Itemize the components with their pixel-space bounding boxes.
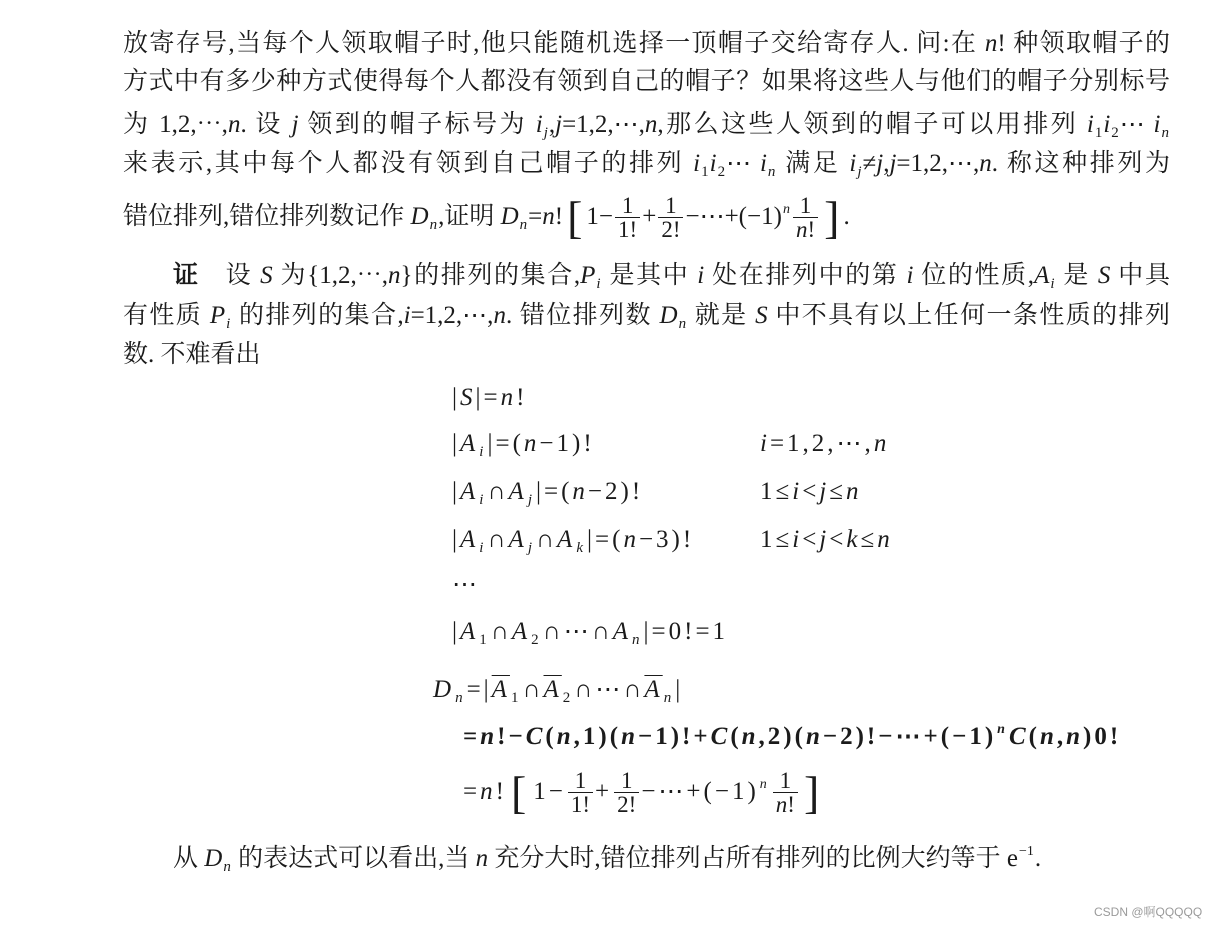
subscript: n bbox=[429, 217, 438, 233]
subscript: i bbox=[479, 492, 487, 508]
text-run: 位的性质, bbox=[913, 262, 1035, 289]
math-variable: A bbox=[511, 618, 531, 645]
subscript: i bbox=[479, 540, 487, 556]
math-variable: i bbox=[1086, 111, 1094, 138]
equation-row-4 bbox=[452, 522, 694, 558]
text-run: }的排列的集合, bbox=[400, 262, 581, 289]
text-run: < bbox=[802, 478, 820, 505]
equation-condition-3 bbox=[760, 474, 861, 510]
subscript: n bbox=[519, 217, 528, 233]
text-run: 1 bbox=[621, 193, 634, 219]
proof-line-1 bbox=[173, 258, 1170, 294]
text-run: ≤ bbox=[860, 526, 878, 553]
text-run: |=( bbox=[487, 430, 524, 457]
text-run: ⋯ bbox=[452, 571, 480, 598]
math-variable: C bbox=[1008, 723, 1029, 750]
equation-row-3 bbox=[452, 474, 643, 510]
text-run: ,那么这些人领到的帽子可以用排列 bbox=[657, 111, 1087, 138]
text-run: 1≤ bbox=[760, 526, 793, 553]
math-variable: D bbox=[204, 845, 223, 872]
text-run: ! bbox=[554, 203, 564, 230]
math-variable: n bbox=[542, 203, 555, 230]
math-variable: A bbox=[612, 618, 632, 645]
math-variable: j bbox=[876, 150, 884, 177]
math-variable: n bbox=[845, 478, 862, 505]
math-variable: S bbox=[260, 262, 273, 289]
fraction-denominator bbox=[773, 792, 798, 816]
overlined-variable: $\overline{A}$ bbox=[543, 676, 562, 703]
text-run: ,1)( bbox=[573, 723, 622, 750]
text-run: −⋯+(−1) bbox=[685, 203, 782, 230]
text-run: 的表达式可以看出,当 bbox=[231, 845, 476, 872]
text-run: 中不具有以上任何一条性质的排列 bbox=[767, 302, 1170, 329]
text-run: 1 bbox=[574, 768, 587, 794]
proof-line-2 bbox=[123, 298, 1170, 334]
subscript: n bbox=[767, 164, 776, 180]
text-run: ( bbox=[730, 723, 742, 750]
text-run: |=( bbox=[535, 478, 573, 505]
math-variable: n bbox=[556, 723, 574, 750]
subscript: i bbox=[1050, 276, 1055, 292]
text-run: 1− bbox=[586, 203, 614, 230]
math-variable: n bbox=[1039, 723, 1057, 750]
math-variable: j bbox=[889, 150, 897, 177]
text-run: !− bbox=[497, 723, 526, 750]
text-run: 充分大时,错位排列占所有排列的比例大约等于 e bbox=[488, 845, 1018, 872]
math-variable: i bbox=[697, 262, 705, 289]
text-run: 方式中有多少种方式使得每个人都没有领到自己的帽子？如果将这些人与他们的帽子分别标号 bbox=[123, 68, 1170, 95]
derivation-line-1 bbox=[433, 672, 683, 708]
math-variable: i bbox=[535, 111, 543, 138]
text-run: ( bbox=[1028, 723, 1040, 750]
text-run: ∩ bbox=[490, 618, 512, 645]
math-variable: j bbox=[555, 111, 563, 138]
text-run: −1)! bbox=[539, 430, 595, 457]
text-run: ⋯ bbox=[1119, 111, 1154, 138]
math-variable: C bbox=[710, 723, 731, 750]
text-run: =1,2,⋯, bbox=[769, 430, 874, 457]
text-run: ⋯ bbox=[726, 150, 760, 177]
problem-line-4 bbox=[123, 146, 1170, 182]
text-run: ( bbox=[545, 723, 557, 750]
text-run: , bbox=[548, 111, 556, 138]
subscript: 1 bbox=[479, 632, 490, 648]
text-run: 2! bbox=[617, 792, 637, 818]
text-run: 1 bbox=[779, 768, 792, 794]
subscript: 2 bbox=[1111, 125, 1119, 141]
subscript: j bbox=[543, 125, 548, 141]
fraction-numerator bbox=[568, 770, 593, 792]
subscript: 2 bbox=[562, 690, 574, 706]
math-variable: n bbox=[387, 262, 401, 289]
subscript: k bbox=[576, 540, 586, 556]
math-variable: n bbox=[644, 111, 658, 138]
text-run: + bbox=[595, 778, 613, 805]
math-variable: k bbox=[846, 526, 861, 553]
fraction bbox=[773, 770, 798, 816]
text-run: 1! bbox=[618, 217, 638, 243]
fraction-denominator bbox=[793, 217, 818, 241]
fraction bbox=[615, 195, 640, 241]
text-run: < bbox=[802, 526, 820, 553]
text-run: 2! bbox=[661, 217, 681, 243]
math-variable: n bbox=[480, 778, 496, 805]
math-variable: n bbox=[493, 302, 506, 329]
math-variable: n bbox=[984, 30, 998, 57]
text-run: = bbox=[463, 723, 481, 750]
math-variable: i bbox=[693, 150, 701, 177]
text-run: 1 bbox=[620, 768, 633, 794]
subscript: 2 bbox=[717, 164, 726, 180]
text-run: −1)!+ bbox=[637, 723, 711, 750]
overlined-variable: $\overline{A}$ bbox=[491, 676, 510, 703]
text-run: −3)! bbox=[638, 526, 695, 553]
text-run: =1,2,⋯, bbox=[896, 150, 980, 177]
proof-label: 证 bbox=[173, 262, 200, 289]
text-run: | bbox=[452, 384, 461, 411]
text-run: ! 种领取帽子的 bbox=[997, 30, 1171, 57]
math-variable: n bbox=[795, 217, 808, 243]
math-variable: A bbox=[508, 526, 527, 553]
fraction-numerator bbox=[793, 195, 818, 217]
math-variable: n bbox=[979, 150, 992, 177]
math-variable: n bbox=[623, 526, 639, 553]
text-run: ≠ bbox=[862, 150, 877, 177]
math-variable: n bbox=[805, 723, 823, 750]
math-variable: n bbox=[877, 526, 893, 553]
text-run: ,2)( bbox=[758, 723, 806, 750]
equation-row-1 bbox=[452, 380, 527, 416]
superscript: n bbox=[997, 722, 1008, 737]
math-variable: S bbox=[755, 302, 768, 329]
conclusion-line bbox=[173, 841, 1041, 877]
overlined-variable: $\overline{A}$ bbox=[644, 676, 663, 703]
subscript: j bbox=[527, 492, 535, 508]
math-variable: i bbox=[760, 430, 770, 457]
fraction-numerator bbox=[658, 195, 683, 217]
fraction-numerator bbox=[773, 770, 798, 792]
text-run: , bbox=[1056, 723, 1067, 750]
fraction bbox=[614, 770, 639, 816]
subscript: 1 bbox=[1094, 125, 1103, 141]
math-variable: A bbox=[460, 430, 479, 457]
text-run: −2)! bbox=[587, 478, 644, 505]
math-variable: A bbox=[557, 526, 576, 553]
text-run: 中具 bbox=[1110, 262, 1170, 289]
math-variable: j bbox=[819, 526, 830, 553]
subscript: j bbox=[857, 164, 862, 180]
text-run: 满足 bbox=[776, 150, 850, 177]
problem-line-3 bbox=[123, 107, 1170, 143]
text-run: 设 bbox=[225, 262, 261, 289]
math-variable: P bbox=[580, 262, 596, 289]
subscript: j bbox=[527, 540, 535, 556]
math-variable: n bbox=[500, 384, 517, 411]
bracket: ] bbox=[803, 767, 823, 819]
text-run: ∩ bbox=[487, 478, 509, 505]
text-run: =1,2,⋯, bbox=[410, 302, 494, 329]
text-run: ∩⋯∩ bbox=[574, 676, 645, 703]
superscript: n bbox=[782, 202, 790, 217]
math-variable: n bbox=[572, 478, 588, 505]
text-run: 为 1,2,⋯, bbox=[123, 111, 228, 138]
fraction-numerator bbox=[614, 770, 639, 792]
fraction bbox=[658, 195, 683, 241]
math-variable: i bbox=[709, 150, 717, 177]
math-variable: D bbox=[410, 203, 429, 230]
equation-condition-2 bbox=[760, 426, 889, 462]
text-run: 的排列的集合, bbox=[231, 302, 404, 329]
text-run: . 设 bbox=[240, 111, 292, 138]
math-variable: i bbox=[759, 150, 767, 177]
math-variable: A bbox=[508, 478, 527, 505]
derivation-line-2 bbox=[463, 719, 1121, 755]
text-run: −2)!−⋯+(−1) bbox=[822, 723, 997, 750]
math-variable: D bbox=[500, 203, 519, 230]
text-run: . bbox=[843, 203, 850, 230]
text-run: 数. 不难看出 bbox=[123, 341, 261, 368]
subscript: n bbox=[1161, 125, 1169, 141]
text-run: 就是 bbox=[687, 302, 756, 329]
text-run: | bbox=[452, 526, 461, 553]
bracket: [ bbox=[567, 192, 583, 244]
problem-line-2 bbox=[123, 64, 1170, 100]
math-variable: i bbox=[906, 262, 914, 289]
fraction-numerator bbox=[615, 195, 640, 217]
math-variable: A bbox=[460, 526, 479, 553]
fraction bbox=[793, 195, 818, 241]
text-run: | bbox=[452, 478, 461, 505]
math-variable: n bbox=[741, 723, 759, 750]
math-variable: n bbox=[873, 430, 890, 457]
text-run: 来表示,其中每个人都没有领到自己帽子的排列 bbox=[123, 150, 694, 177]
text-run: 领到的帽子标号为 bbox=[298, 111, 536, 138]
text-run: 是其中 bbox=[601, 262, 698, 289]
text-run: |=( bbox=[587, 526, 624, 553]
fraction-denominator bbox=[568, 792, 593, 816]
text-run: ∩ bbox=[522, 676, 544, 703]
subscript: 2 bbox=[531, 632, 542, 648]
text-run: ,证明 bbox=[438, 203, 501, 230]
equation-row-6 bbox=[452, 614, 728, 650]
bracket: [ bbox=[510, 767, 530, 819]
fraction bbox=[568, 770, 593, 816]
text-run: ! bbox=[807, 217, 816, 243]
math-variable: n bbox=[775, 792, 788, 818]
math-variable: i bbox=[1153, 111, 1161, 138]
text-run: ! bbox=[787, 792, 795, 818]
math-variable: A bbox=[460, 618, 479, 645]
text-run: 错位排列,错位排列数记作 bbox=[123, 203, 411, 230]
fraction-denominator bbox=[658, 217, 683, 241]
text-run: 1 bbox=[799, 193, 812, 219]
text-run: , bbox=[883, 150, 890, 177]
text-run: . bbox=[1034, 845, 1042, 872]
math-variable: j bbox=[291, 111, 299, 138]
subscript: i bbox=[479, 444, 487, 460]
equation-row-ellipsis bbox=[452, 567, 480, 603]
text-run: 从 bbox=[173, 845, 205, 872]
text-run: 1 bbox=[665, 193, 677, 219]
bracket: ] bbox=[824, 192, 840, 244]
text-run: 是 bbox=[1055, 262, 1098, 289]
subscript: n bbox=[455, 690, 466, 706]
subscript: n bbox=[678, 316, 687, 332]
math-variable: S bbox=[1097, 262, 1111, 289]
text-run: |= bbox=[475, 384, 501, 411]
text-run: ≤ bbox=[829, 478, 846, 505]
text-run: =1,2,⋯, bbox=[562, 111, 645, 138]
math-variable: S bbox=[460, 384, 476, 411]
math-variable: j bbox=[819, 478, 830, 505]
text-run: = bbox=[528, 203, 543, 230]
text-run: −⋯+(−1) bbox=[641, 778, 759, 805]
math-variable: i bbox=[792, 478, 803, 505]
problem-line-5 bbox=[123, 187, 850, 247]
math-variable: i bbox=[849, 150, 857, 177]
math-variable: n bbox=[227, 111, 241, 138]
text-run: < bbox=[829, 526, 847, 553]
text-run: 1− bbox=[533, 778, 566, 805]
text-run: | bbox=[675, 676, 684, 703]
text-run: 处在排列中的第 bbox=[704, 262, 907, 289]
text-run: ! bbox=[495, 778, 507, 805]
text-run: ! bbox=[516, 384, 528, 411]
subscript: n bbox=[663, 690, 675, 706]
text-run: 放寄存号,当每个人领取帽子时,他只能随机选择一顶帽子交给寄存人. 问:在 bbox=[123, 30, 985, 57]
math-variable: n bbox=[1066, 723, 1084, 750]
math-variable: i bbox=[1103, 111, 1111, 138]
math-variable: i bbox=[403, 302, 411, 329]
text-run: )0! bbox=[1083, 723, 1122, 750]
math-variable: i bbox=[792, 526, 803, 553]
math-variable: P bbox=[209, 302, 226, 329]
text-run: 为{1,2,⋯, bbox=[272, 262, 388, 289]
subscript: i bbox=[596, 276, 601, 292]
fraction-denominator bbox=[614, 792, 639, 816]
superscript: −1 bbox=[1018, 844, 1034, 859]
math-variable: n bbox=[475, 845, 489, 872]
superscript: n bbox=[759, 777, 770, 792]
math-variable: A bbox=[1034, 262, 1050, 289]
math-variable: n bbox=[621, 723, 638, 750]
equation-condition-4 bbox=[760, 522, 893, 558]
fraction-denominator bbox=[615, 217, 640, 241]
subscript: i bbox=[226, 316, 231, 332]
math-variable: n bbox=[523, 430, 540, 457]
text-run: =| bbox=[466, 676, 492, 703]
text-run: | bbox=[452, 618, 461, 645]
problem-line-1 bbox=[123, 26, 1170, 62]
text-run: . 错位排列数 bbox=[505, 302, 660, 329]
text-run: . 称这种排列为 bbox=[991, 150, 1170, 177]
proof-line-3 bbox=[123, 337, 261, 373]
derivation-line-3 bbox=[463, 762, 826, 822]
text-run: ∩⋯∩ bbox=[542, 618, 613, 645]
text-run: = bbox=[463, 778, 481, 805]
text-run: 1! bbox=[570, 792, 591, 818]
math-variable: A bbox=[460, 478, 479, 505]
subscript: n bbox=[223, 859, 231, 875]
equation-row-2 bbox=[452, 426, 595, 462]
text-run: |=0!=1 bbox=[643, 618, 729, 645]
subscript: 1 bbox=[701, 164, 709, 180]
math-variable: D bbox=[433, 676, 455, 703]
text-run: + bbox=[642, 203, 657, 230]
text-run: ∩ bbox=[535, 526, 558, 553]
math-variable: C bbox=[525, 723, 546, 750]
text-run: 有性质 bbox=[123, 302, 210, 329]
watermark: CSDN @啊QQQQQ bbox=[1094, 905, 1203, 919]
text-run: ∩ bbox=[487, 526, 509, 553]
subscript: n bbox=[632, 632, 643, 648]
math-variable: D bbox=[659, 302, 678, 329]
math-variable: n bbox=[480, 723, 498, 750]
subscript: 1 bbox=[510, 690, 522, 706]
text-run: | bbox=[452, 430, 461, 457]
text-run: 1≤ bbox=[760, 478, 793, 505]
